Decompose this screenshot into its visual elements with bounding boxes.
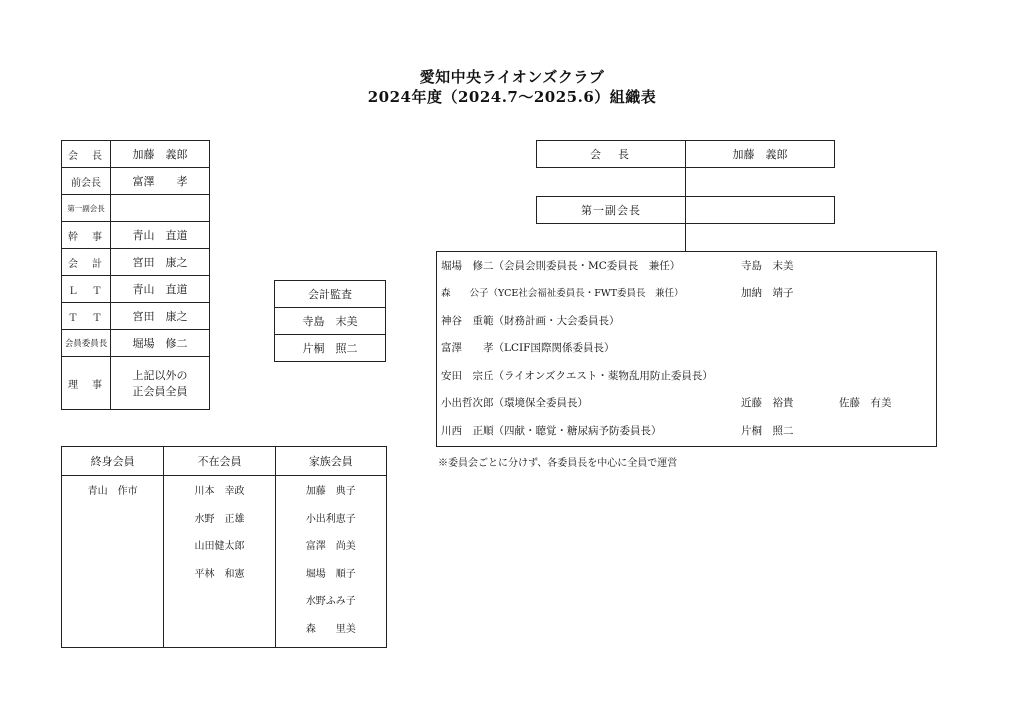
committee-chair: 安田 宗丘（ライオンズクエスト・薬物乱用防止委員長） xyxy=(441,370,713,382)
officer-row xyxy=(62,330,210,357)
audit-member: 片桐 照二 xyxy=(275,335,386,362)
committee-member: 片桐 照二 xyxy=(741,425,794,437)
life-member-header: 終身会員 xyxy=(62,447,164,476)
family-member: 森 里美 xyxy=(305,623,356,635)
absent-member: 平林 和憲 xyxy=(194,568,245,580)
officer-name xyxy=(111,195,210,222)
committee-member: 佐藤 有美 xyxy=(839,397,892,409)
committee-member: 近藤 裕貴 xyxy=(741,397,794,409)
connector-line xyxy=(685,224,686,251)
officer-row xyxy=(62,357,210,410)
officer-role: 会 長 xyxy=(62,141,111,168)
members-table xyxy=(61,446,387,648)
officer-role: 第一副会長 xyxy=(62,195,111,222)
absent-member: 川本 幸政 xyxy=(194,486,245,497)
officer-row xyxy=(62,249,210,276)
officers-table xyxy=(61,140,210,410)
committee-chair: 堀場 修二（会員会則委員長・MC委員長 兼任） xyxy=(441,260,681,272)
absent-member-column xyxy=(164,476,275,648)
president-name: 加藤 義郎 xyxy=(686,141,835,168)
family-member-header: 家族会員 xyxy=(275,447,386,476)
officer-row xyxy=(62,195,210,222)
life-member-column xyxy=(62,476,164,648)
family-member: 小出利恵子 xyxy=(305,513,356,525)
officer-role: 会 計 xyxy=(62,249,111,276)
officer-role: 理 事 xyxy=(62,357,111,410)
vice-president-role: 第一副会長 xyxy=(537,197,686,224)
committee-chair: 小出哲次郎（環境保全委員長） xyxy=(441,397,588,409)
absent-member: 山田健太郎 xyxy=(194,541,245,552)
family-member: 加藤 典子 xyxy=(305,486,356,497)
family-member: 堀場 順子 xyxy=(305,568,356,580)
committee-chair: 森 公子（YCE社会福祉委員長・FWT委員長 兼任） xyxy=(441,288,684,299)
family-member-column xyxy=(275,476,386,648)
officer-name: 青山 直道 xyxy=(111,276,210,303)
officer-row xyxy=(62,141,210,168)
committee-chair: 富澤 孝（LCIF国際関係委員長） xyxy=(441,342,615,354)
officer-name: 加藤 義郎 xyxy=(111,141,210,168)
officer-row xyxy=(62,303,210,330)
officer-role: Ｌ Ｔ xyxy=(62,276,111,303)
committee-chair: 神谷 重範（財務計画・大会委員長） xyxy=(441,315,620,327)
absent-member-header: 不在会員 xyxy=(164,447,275,476)
audit-table xyxy=(274,280,386,362)
officer-row xyxy=(62,276,210,303)
committee-member: 加納 靖子 xyxy=(741,287,794,299)
audit-header: 会計監査 xyxy=(275,281,386,308)
officer-role: 前会長 xyxy=(62,168,111,195)
vice-president-name xyxy=(686,197,835,224)
vice-president-box xyxy=(536,196,835,224)
absent-member: 水野 正雄 xyxy=(194,513,245,525)
document-subtitle: 2024年度（2024.7～2025.6）組織表 xyxy=(367,88,657,106)
officer-row xyxy=(62,222,210,249)
officer-name: 富澤 孝 xyxy=(111,168,210,195)
president-box xyxy=(536,140,835,168)
document-title: 愛知中央ライオンズクラブ xyxy=(419,68,605,86)
committee-member: 寺島 末美 xyxy=(741,260,794,272)
officer-name: 宮田 康之 xyxy=(111,303,210,330)
officer-role: Ｔ Ｔ xyxy=(62,303,111,330)
officer-name: 青山 直道 xyxy=(111,222,210,249)
president-role: 会 長 xyxy=(537,141,686,168)
officer-name: 宮田 康之 xyxy=(111,249,210,276)
committee-note: ※委員会ごとに分けず、各委員長を中心に全員で運営 xyxy=(438,458,678,469)
committee-chair: 川西 正順（四献・聴覚・糖尿病予防委員長） xyxy=(441,425,662,437)
officer-name: 堀場 修二 xyxy=(111,330,210,357)
family-member: 水野ふみ子 xyxy=(305,596,356,607)
officer-role: 会員委員長 xyxy=(62,330,111,357)
director-note-line1: 上記以外の xyxy=(132,369,188,382)
director-note-line2: 正会員全員 xyxy=(132,385,188,398)
audit-member: 寺島 末美 xyxy=(275,308,386,335)
connector-line xyxy=(685,168,686,196)
family-member: 富澤 尚美 xyxy=(305,541,356,552)
life-member: 青山 作市 xyxy=(87,486,138,497)
officer-name xyxy=(111,357,210,410)
officer-role: 幹 事 xyxy=(62,222,111,249)
officer-row xyxy=(62,168,210,195)
committee-box xyxy=(436,251,937,447)
